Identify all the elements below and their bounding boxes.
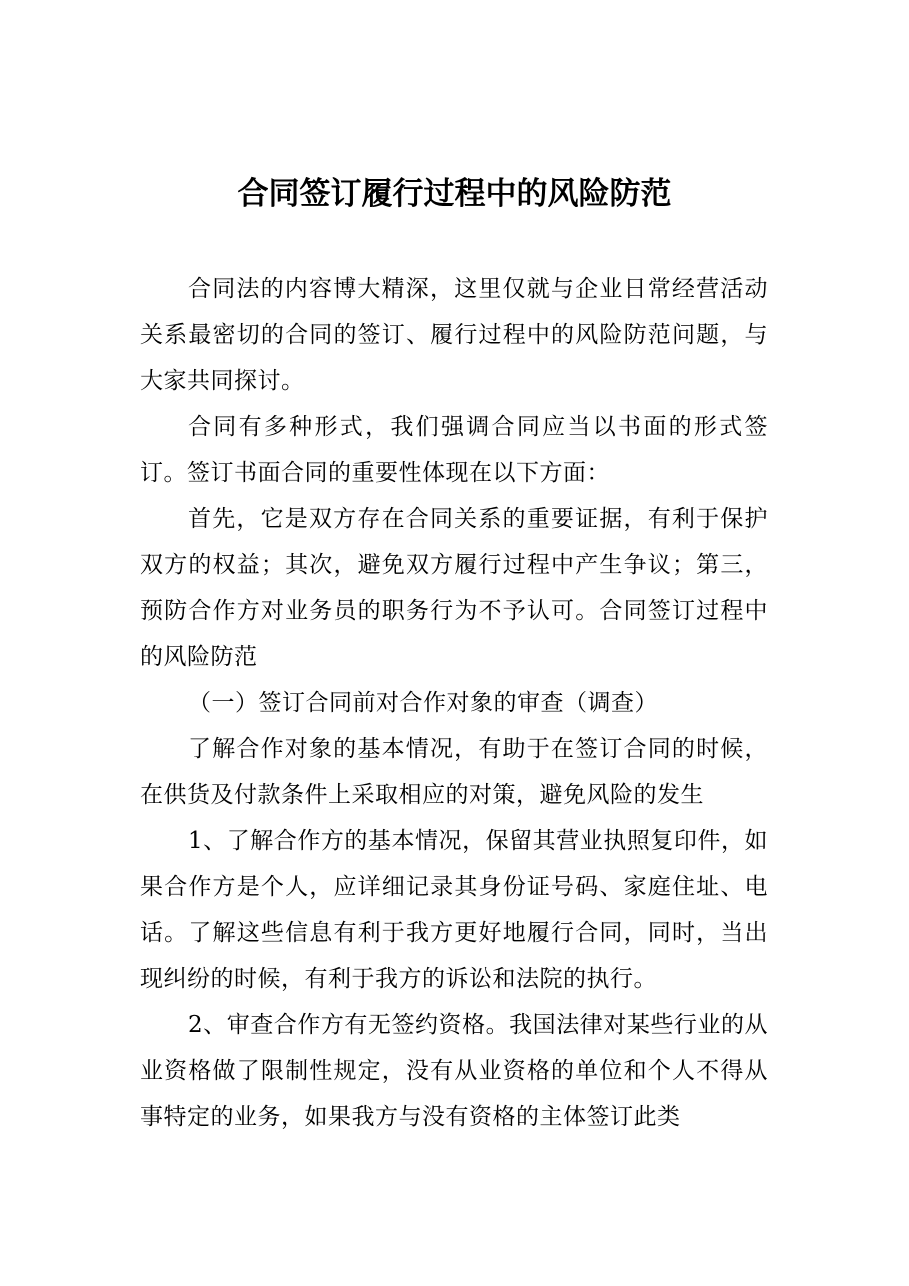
paragraph-understand-partner: 了解合作对象的基本情况，有助于在签订合同的时候，在供货及付款条件上采取相应的对策，避免风险的发生 <box>140 736 768 808</box>
paragraph-intro: 合同法的内容博大精深，这里仅就与企业日常经营活动关系最密切的合同的签订、履行过程中的风险防范问题，与大家共同探讨。 <box>140 276 768 394</box>
paragraph-contract-forms: 合同有多种形式，我们强调合同应当以书面的形式签订。签订书面合同的重要性体现在以下方面： <box>140 414 768 486</box>
document-title: 合同签订履行过程中的风险防范 <box>237 176 672 212</box>
paragraph-importance: 首先，它是双方存在合同关系的重要证据，有利于保护双方的权益；其次，避免双方履行过程中产生争议；第三，预防合作方对业务员的职务行为不予认可。合同签订过程中的风险防范 <box>140 506 768 670</box>
paragraph-item-2: 2、审查合作方有无签约资格。我国法律对某些行业的从业资格做了限制性规定，没有从业资格的单位和个人不得从事特定的业务，如果我方与没有资格的主体签订此类 <box>140 1012 768 1130</box>
paragraph-item-1: 1、了解合作方的基本情况，保留其营业执照复印件，如果合作方是个人，应详细记录其身份证号码、家庭住址、电话。了解这些信息有利于我方更好地履行合同，同时，当出现纠纷的时候，有利于我方的诉讼和法院的执行。 <box>140 828 768 992</box>
section-heading-review: （一）签订合同前对合作对象的审查（调查） <box>188 690 658 716</box>
document-body <box>140 266 768 1140</box>
